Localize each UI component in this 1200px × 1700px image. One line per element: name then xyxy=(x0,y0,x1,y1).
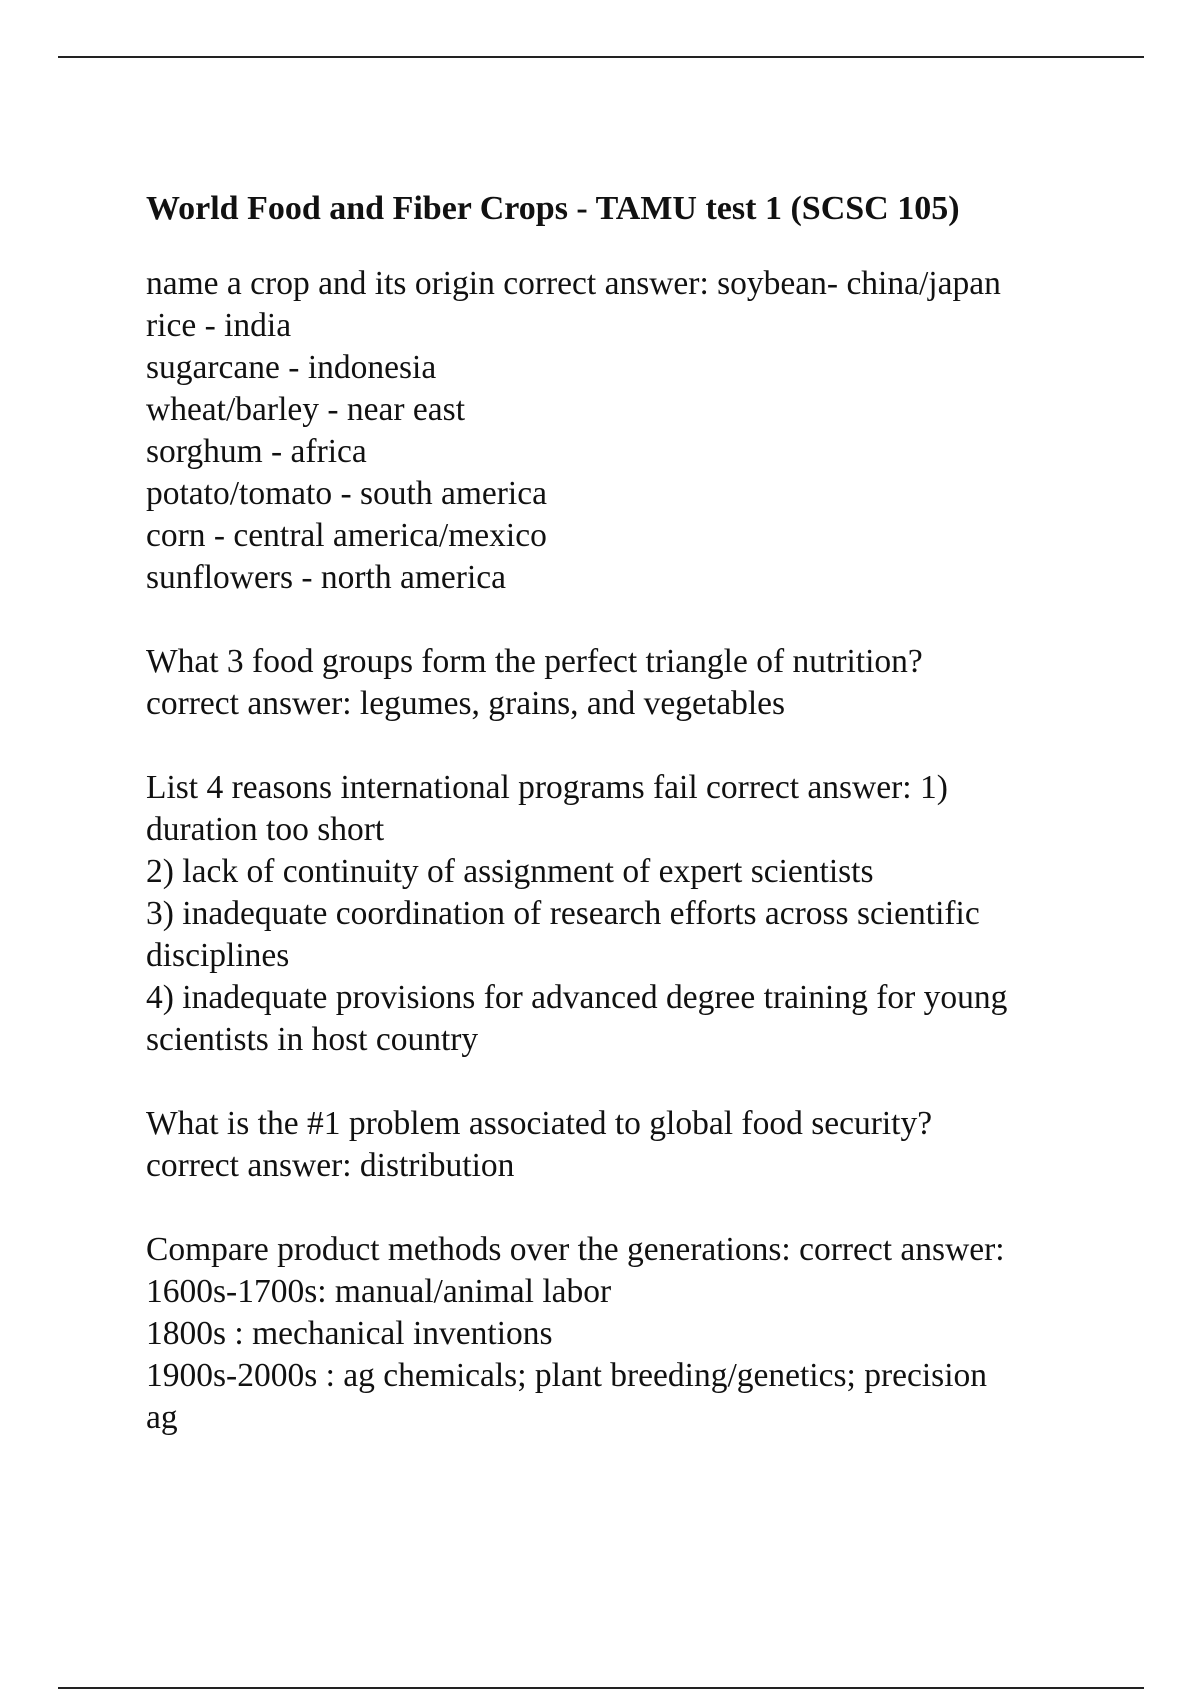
qa-line: scientists in host country xyxy=(146,1021,479,1058)
document-title: World Food and Fiber Crops - TAMU test 1 (SCSC 105) xyxy=(146,190,960,227)
qa-line: What is the #1 problem associated to global food security? xyxy=(146,1105,933,1142)
qa-line: Compare product methods over the generations: correct answer: xyxy=(146,1231,1005,1268)
qa-line: sugarcane - indonesia xyxy=(146,349,437,386)
document-body xyxy=(146,183,1096,1481)
qa-line: 1800s : mechanical inventions xyxy=(146,1315,553,1352)
qa-line: List 4 reasons international programs fail correct answer: 1) xyxy=(146,769,948,806)
qa-block-production-methods xyxy=(146,1229,1096,1439)
qa-line: disciplines xyxy=(146,937,290,974)
qa-line: What 3 food groups form the perfect triangle of nutrition? xyxy=(146,643,923,680)
qa-line: ag xyxy=(146,1399,178,1436)
qa-line: sunflowers - north america xyxy=(146,559,506,596)
bottom-divider xyxy=(58,1687,1144,1689)
qa-line: correct answer: legumes, grains, and vegetables xyxy=(146,685,786,722)
qa-block-nutrition-triangle xyxy=(146,641,1096,725)
top-divider xyxy=(58,56,1144,58)
qa-block-crop-origins xyxy=(146,263,1096,599)
qa-line: 1600s-1700s: manual/animal labor xyxy=(146,1273,612,1310)
qa-line: 1900s-2000s : ag chemicals; plant breeding/genetics; precision xyxy=(146,1357,988,1394)
qa-line: corn - central america/mexico xyxy=(146,517,547,554)
qa-line: 4) inadequate provisions for advanced degree training for young xyxy=(146,979,1008,1016)
qa-line: wheat/barley - near east xyxy=(146,391,466,428)
qa-line: sorghum - africa xyxy=(146,433,367,470)
qa-line: 2) lack of continuity of assignment of expert scientists xyxy=(146,853,874,890)
qa-block-program-failures xyxy=(146,767,1096,1061)
qa-line: rice - india xyxy=(146,307,292,344)
qa-block-food-security xyxy=(146,1103,1096,1187)
qa-line: correct answer: distribution xyxy=(146,1147,515,1184)
qa-line: duration too short xyxy=(146,811,385,848)
qa-line: name a crop and its origin correct answer: soybean- china/japan xyxy=(146,265,1001,302)
qa-line: potato/tomato - south america xyxy=(146,475,547,512)
qa-line: 3) inadequate coordination of research efforts across scientific xyxy=(146,895,980,932)
